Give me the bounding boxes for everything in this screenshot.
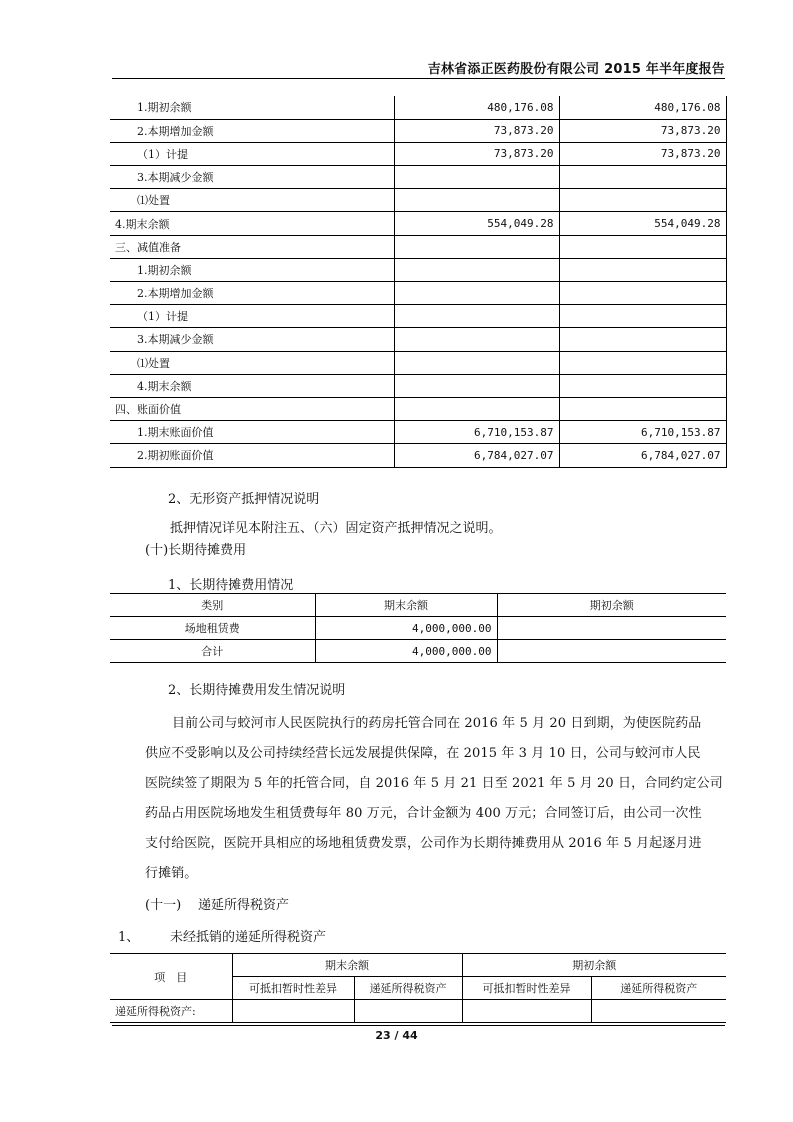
subheader-deductible-diff: 可抵扣暂时性差异 (462, 977, 591, 1000)
subheader-dta: 递延所得税资产 (354, 977, 462, 1000)
table-row (110, 1000, 726, 1023)
row-value-subtotal (559, 166, 726, 189)
row-label: 3.本期减少金额 (110, 328, 394, 351)
row-value-subtotal: 554,049.28 (559, 212, 726, 235)
row-label: 1.期初余额 (110, 258, 394, 281)
ltpe-explain-heading: 2、长期待摊费用发生情况说明 (168, 683, 346, 698)
table-row (110, 444, 726, 467)
header-item: 项 目 (110, 954, 232, 1000)
table-row (110, 640, 726, 663)
long-term-prepaid-expenses-table (110, 593, 726, 663)
paragraph-line: 医院续签了期限为 5 年的托管合同，自 2016 年 5 月 21 日至 2021 年 5 月 20 日，合同约定公司 (145, 776, 723, 791)
header-begin-balance: 期初余额 (462, 954, 726, 977)
table-row (110, 212, 726, 235)
table-row (110, 258, 726, 281)
row-label: 递延所得税资产: (110, 1000, 232, 1023)
table-row (110, 305, 726, 328)
row-label: 3.本期减少金额 (110, 166, 394, 189)
table-row (110, 617, 726, 640)
row-value-total (394, 282, 559, 305)
table-row (110, 397, 726, 420)
page-header (112, 56, 725, 79)
row-label: 1.期末账面价值 (110, 421, 394, 444)
row-label: （1）计提 (110, 142, 394, 165)
paragraph-line: 支付给医院，医院开具相应的场地租赁费发票，公司作为长期待摊费用从 2016 年 5 月起逐月进 (145, 836, 702, 851)
empty-cell (462, 1000, 591, 1023)
header-begin-balance: 期初余额 (497, 594, 726, 617)
table-header-row (110, 954, 726, 977)
unoffset-dta-title: 未经抵销的递延所得税资产 (170, 930, 327, 945)
paragraph-line: 供应不受影响以及公司持续经营长远发展提供保障，在 2015 年 3 月 10 日，公司与蛟河市人民 (145, 746, 701, 761)
row-value-total: 6,784,027.07 (394, 444, 559, 467)
row-value-total (394, 305, 559, 328)
row-category: 场地租赁费 (110, 617, 315, 640)
row-label: （1）计提 (110, 305, 394, 328)
row-value-total (394, 235, 559, 258)
row-label: ⑴处置 (110, 189, 394, 212)
table-row (110, 166, 726, 189)
intangible-assets-table (110, 96, 727, 468)
page-footer-rule (112, 1025, 725, 1026)
table-row (110, 328, 726, 351)
row-value-total (394, 374, 559, 397)
row-value-subtotal (559, 374, 726, 397)
header-category: 类别 (110, 594, 315, 617)
row-value-subtotal (559, 397, 726, 420)
table-row (110, 421, 726, 444)
mortgage-paragraph: 抵押情况详见本附注五、（六）固定资产抵押情况之说明。 (170, 521, 502, 536)
table-row (110, 282, 726, 305)
paragraph-line: 行摊销。 (145, 866, 198, 881)
row-value-subtotal: 73,873.20 (559, 119, 726, 142)
subheader-dta: 递延所得税资产 (591, 977, 726, 1000)
row-value-total: 554,049.28 (394, 212, 559, 235)
row-value-total (394, 258, 559, 281)
section-10-heading: (十)长期待摊费用 (145, 543, 247, 558)
row-label: 4.期末余额 (110, 374, 394, 397)
row-label: 4.期末余额 (110, 212, 394, 235)
row-value-subtotal (559, 235, 726, 258)
section-11-title: 递延所得税资产 (198, 898, 290, 913)
table-row (110, 119, 726, 142)
row-value-subtotal (559, 258, 726, 281)
table-row (110, 142, 726, 165)
deferred-tax-assets-table (110, 953, 726, 1023)
table-row (110, 235, 726, 258)
row-value-total (394, 166, 559, 189)
row-label: 四、账面价值 (110, 397, 394, 420)
empty-cell (354, 1000, 462, 1023)
row-value-total: 6,710,153.87 (394, 421, 559, 444)
row-label: 2.本期增加金额 (110, 282, 394, 305)
row-begin-balance (497, 617, 726, 640)
row-value-subtotal: 6,710,153.87 (559, 421, 726, 444)
row-value-subtotal (559, 305, 726, 328)
row-begin-balance (497, 640, 726, 663)
page-number: 23 / 44 (375, 1029, 418, 1042)
row-label: 1.期初余额 (110, 96, 394, 119)
row-value-subtotal: 6,784,027.07 (559, 444, 726, 467)
row-value-subtotal (559, 282, 726, 305)
row-value-total (394, 189, 559, 212)
table-header-row (110, 594, 726, 617)
row-value-total (394, 397, 559, 420)
section-11-number: (十一) (145, 898, 182, 913)
row-category: 合计 (110, 640, 315, 663)
row-value-subtotal (559, 189, 726, 212)
header-end-balance: 期末余额 (315, 594, 497, 617)
ltpe-status-heading: 1、长期待摊费用情况 (168, 578, 294, 593)
row-value-subtotal: 480,176.08 (559, 96, 726, 119)
row-label: 2.期初账面价值 (110, 444, 394, 467)
table-row (110, 96, 726, 119)
empty-cell (591, 1000, 726, 1023)
row-value-total: 73,873.20 (394, 119, 559, 142)
row-label: 三、减值准备 (110, 235, 394, 258)
header-end-balance: 期末余额 (232, 954, 462, 977)
row-value-subtotal: 73,873.20 (559, 142, 726, 165)
row-label: 2.本期增加金额 (110, 119, 394, 142)
table-row (110, 374, 726, 397)
mortgage-heading: 2、无形资产抵押情况说明 (168, 492, 320, 507)
row-end-balance: 4,000,000.00 (315, 617, 497, 640)
paragraph-line: 目前公司与蛟河市人民医院执行的药房托管合同在 2016 年 5 月 20 日到期，为使医院药品 (172, 716, 702, 731)
row-value-subtotal (559, 328, 726, 351)
row-label: ⑴处置 (110, 351, 394, 374)
row-value-total (394, 328, 559, 351)
row-value-total (394, 351, 559, 374)
row-value-subtotal (559, 351, 726, 374)
row-end-balance: 4,000,000.00 (315, 640, 497, 663)
unoffset-dta-number: 1、 (118, 930, 140, 945)
row-value-total: 480,176.08 (394, 96, 559, 119)
report-title: 吉林省添正医药股份有限公司 2015 年半年度报告 (427, 62, 725, 77)
table-row (110, 189, 726, 212)
paragraph-line: 药品占用医院场地发生租赁费每年 80 万元，合计金额为 400 万元；合同签订后，由公司一次性 (145, 806, 702, 821)
subheader-deductible-diff: 可抵扣暂时性差异 (232, 977, 354, 1000)
empty-cell (232, 1000, 354, 1023)
row-value-total: 73,873.20 (394, 142, 559, 165)
table-row (110, 351, 726, 374)
